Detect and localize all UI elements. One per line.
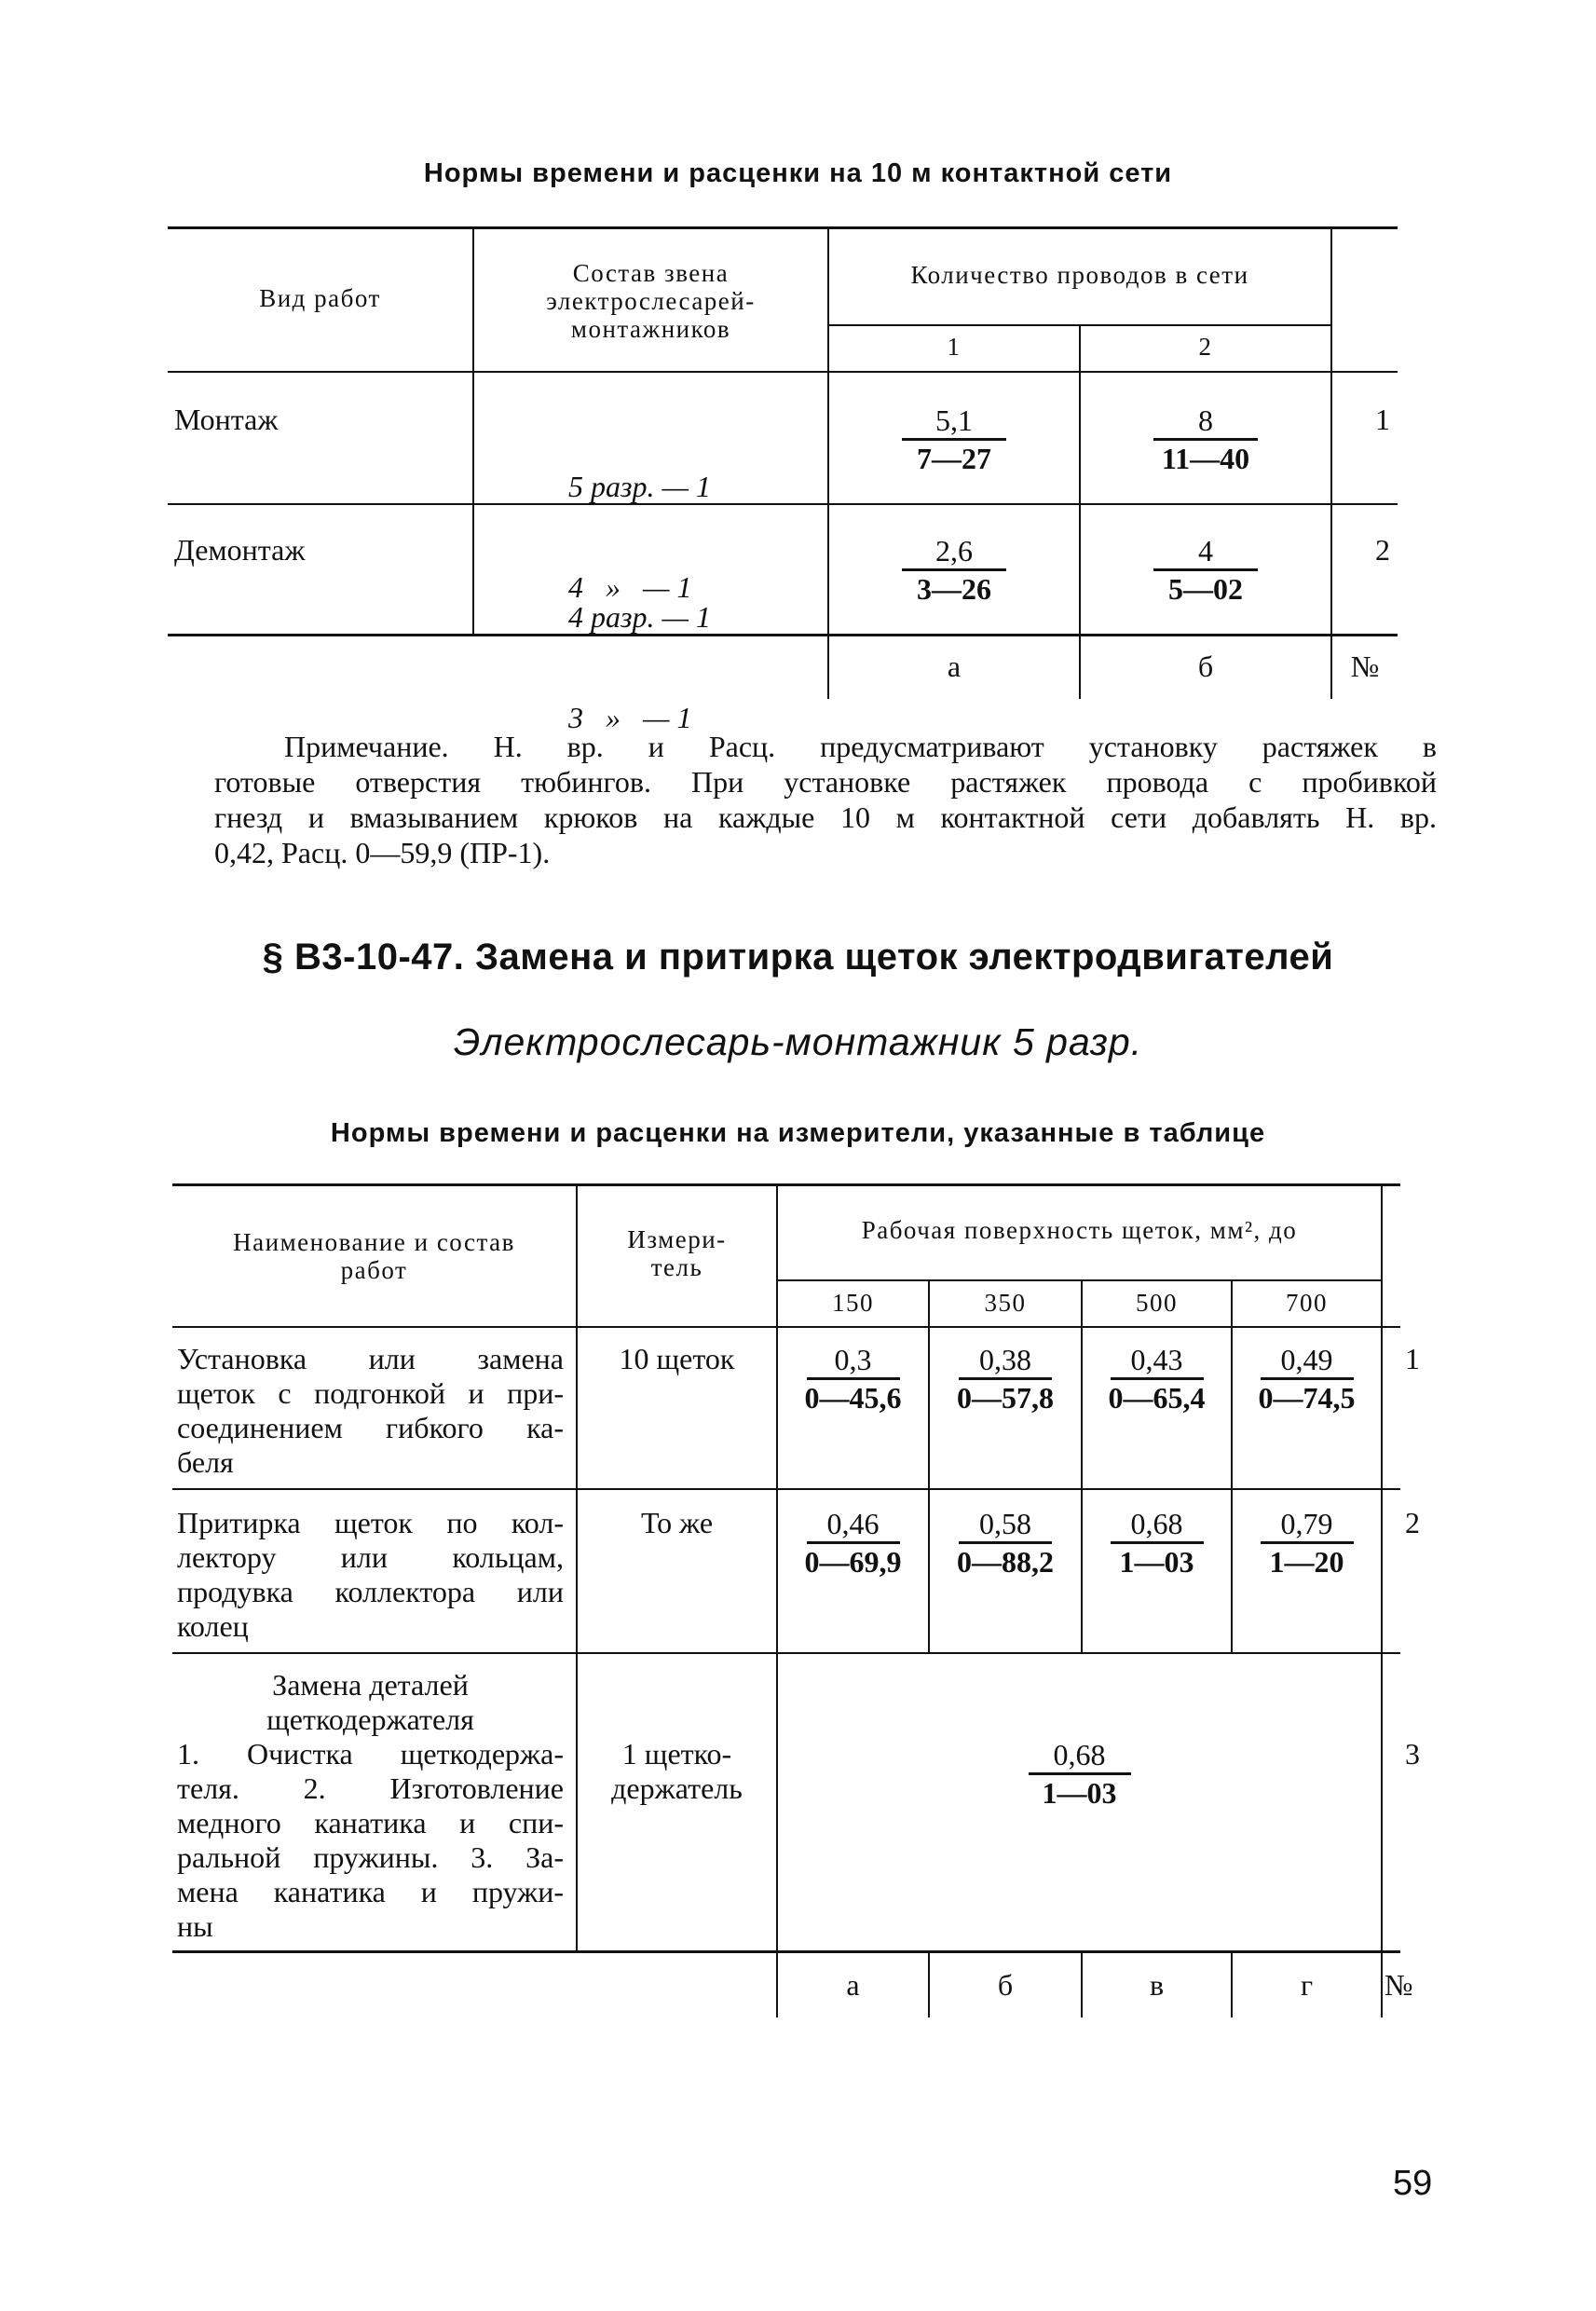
column-letter: в <box>1149 1968 1165 2002</box>
column-letter: б <box>1197 650 1214 683</box>
table2-title: Нормы времени и расценки на измерители, указанные в таблице <box>330 1118 1266 1148</box>
norm-value: $\frac{0,43}{0—65,4}$ <box>1108 1343 1206 1415</box>
note-line: Примечание. Н. вр. и Расц. предусматривают установку растяжек в <box>284 730 1437 763</box>
norm-value: $\frac{0,38}{0—57,8}$ <box>957 1343 1054 1415</box>
norm-value: $\frac{0,68}{1—03}$ <box>1083 1506 1231 1579</box>
row-number: 3 <box>1405 1737 1420 1771</box>
table1-title: Нормы времени и расценки на 10 м контактной сети <box>423 158 1173 188</box>
column-letter: № <box>1385 1968 1413 2002</box>
operation-title: Замена деталей щеткодержателя <box>266 1668 474 1736</box>
table2-header-surface: Рабочая поверхность щеток, мм², до <box>861 1216 1298 1244</box>
work-name: Монтаж <box>174 403 279 436</box>
norm-value: $\frac{8}{11—40}$ <box>1081 403 1330 476</box>
section-subtitle: Электрослесарь-монтажник 5 разр. <box>453 1020 1143 1063</box>
norm-value: $\frac{4}{5—02}$ <box>1081 533 1330 607</box>
note-line: гнезд и вмазыванием крюков на каждые 10 м контактной сети добавлять Н. вр. <box>214 800 1437 834</box>
table2-header-surface-350: 350 <box>984 1289 1027 1317</box>
table1-header-crew: Состав звена электрослесарей- монтажников <box>546 259 756 343</box>
column-letter: а <box>846 1968 860 2002</box>
section-title: § В3-10-47. Замена и притирка щеток электродвигателей <box>262 937 1334 978</box>
row-number: 1 <box>1375 403 1390 436</box>
table1-header-work: Вид работ <box>259 284 381 312</box>
operation-description: Установка или замена щеток с подгонкой и при- соединением гибкого ка- беля <box>177 1342 564 1479</box>
table1-header-wires: Количество проводов в сети <box>910 261 1249 289</box>
column-letter: а <box>947 650 962 683</box>
measure-unit: 10 щеток <box>619 1342 735 1375</box>
measure-unit: То же <box>640 1506 714 1539</box>
norm-value: $\frac{0,79}{1—20}$ <box>1233 1506 1381 1579</box>
norm-value: $\frac{0,68}{1—03}$ <box>778 1737 1381 1811</box>
table2-header-surface-700: 700 <box>1286 1289 1328 1317</box>
note-line: готовые отверстия тюбингов. При установке растяжек провода с пробивкой <box>214 765 1437 799</box>
page-number: 59 <box>1393 2164 1433 2203</box>
crew-composition: 5 разр. — 1 4 » — 1 <box>568 470 711 604</box>
table1-header-wire-2: 2 <box>1198 333 1213 361</box>
column-letter: № <box>1350 650 1380 683</box>
norm-value: $\frac{5,1}{7—27}$ <box>829 403 1079 476</box>
norm-value: $\frac{0,49}{0—74,5}$ <box>1258 1343 1356 1415</box>
work-name: Демонтаж <box>174 533 306 567</box>
operation-description: 1. Очистка щеткодержа- теля. 2. Изготовление медного канатика и спи- ральной пружины. 3. За- мена канатика и пружи- ны <box>177 1737 564 1943</box>
crew-composition: 4 разр. — 1 3 » — 1 <box>568 600 711 734</box>
norm-value: $\frac{0,46}{0—69,9}$ <box>804 1507 902 1579</box>
norm-value: $\frac{2,6}{3—26}$ <box>829 533 1079 607</box>
norm-value: $\frac{0,3}{0—45,6}$ <box>804 1343 902 1415</box>
table2-header-name: Наименование и состав работ <box>233 1228 515 1284</box>
column-letter: г <box>1300 1968 1314 2002</box>
operation-description: Притирка щеток по кол- лектору или кольцам, продувка коллектора или колец <box>177 1506 564 1643</box>
column-letter: б <box>997 1968 1014 2002</box>
table2-header-unit: Измери- тель <box>627 1225 727 1281</box>
note-line: 0,42, Расц. 0—59,9 (ПР-1). <box>214 836 551 869</box>
table1-header-wire-1: 1 <box>947 333 962 361</box>
measure-unit: 1 щетко- держатель <box>611 1737 743 1805</box>
row-number: 2 <box>1375 533 1390 567</box>
row-number: 1 <box>1405 1342 1420 1375</box>
norm-value: $\frac{0,58}{0—88,2}$ <box>957 1507 1054 1579</box>
row-number: 2 <box>1405 1506 1420 1539</box>
table2-header-surface-500: 500 <box>1136 1289 1178 1317</box>
table2-header-surface-150: 150 <box>832 1289 874 1317</box>
